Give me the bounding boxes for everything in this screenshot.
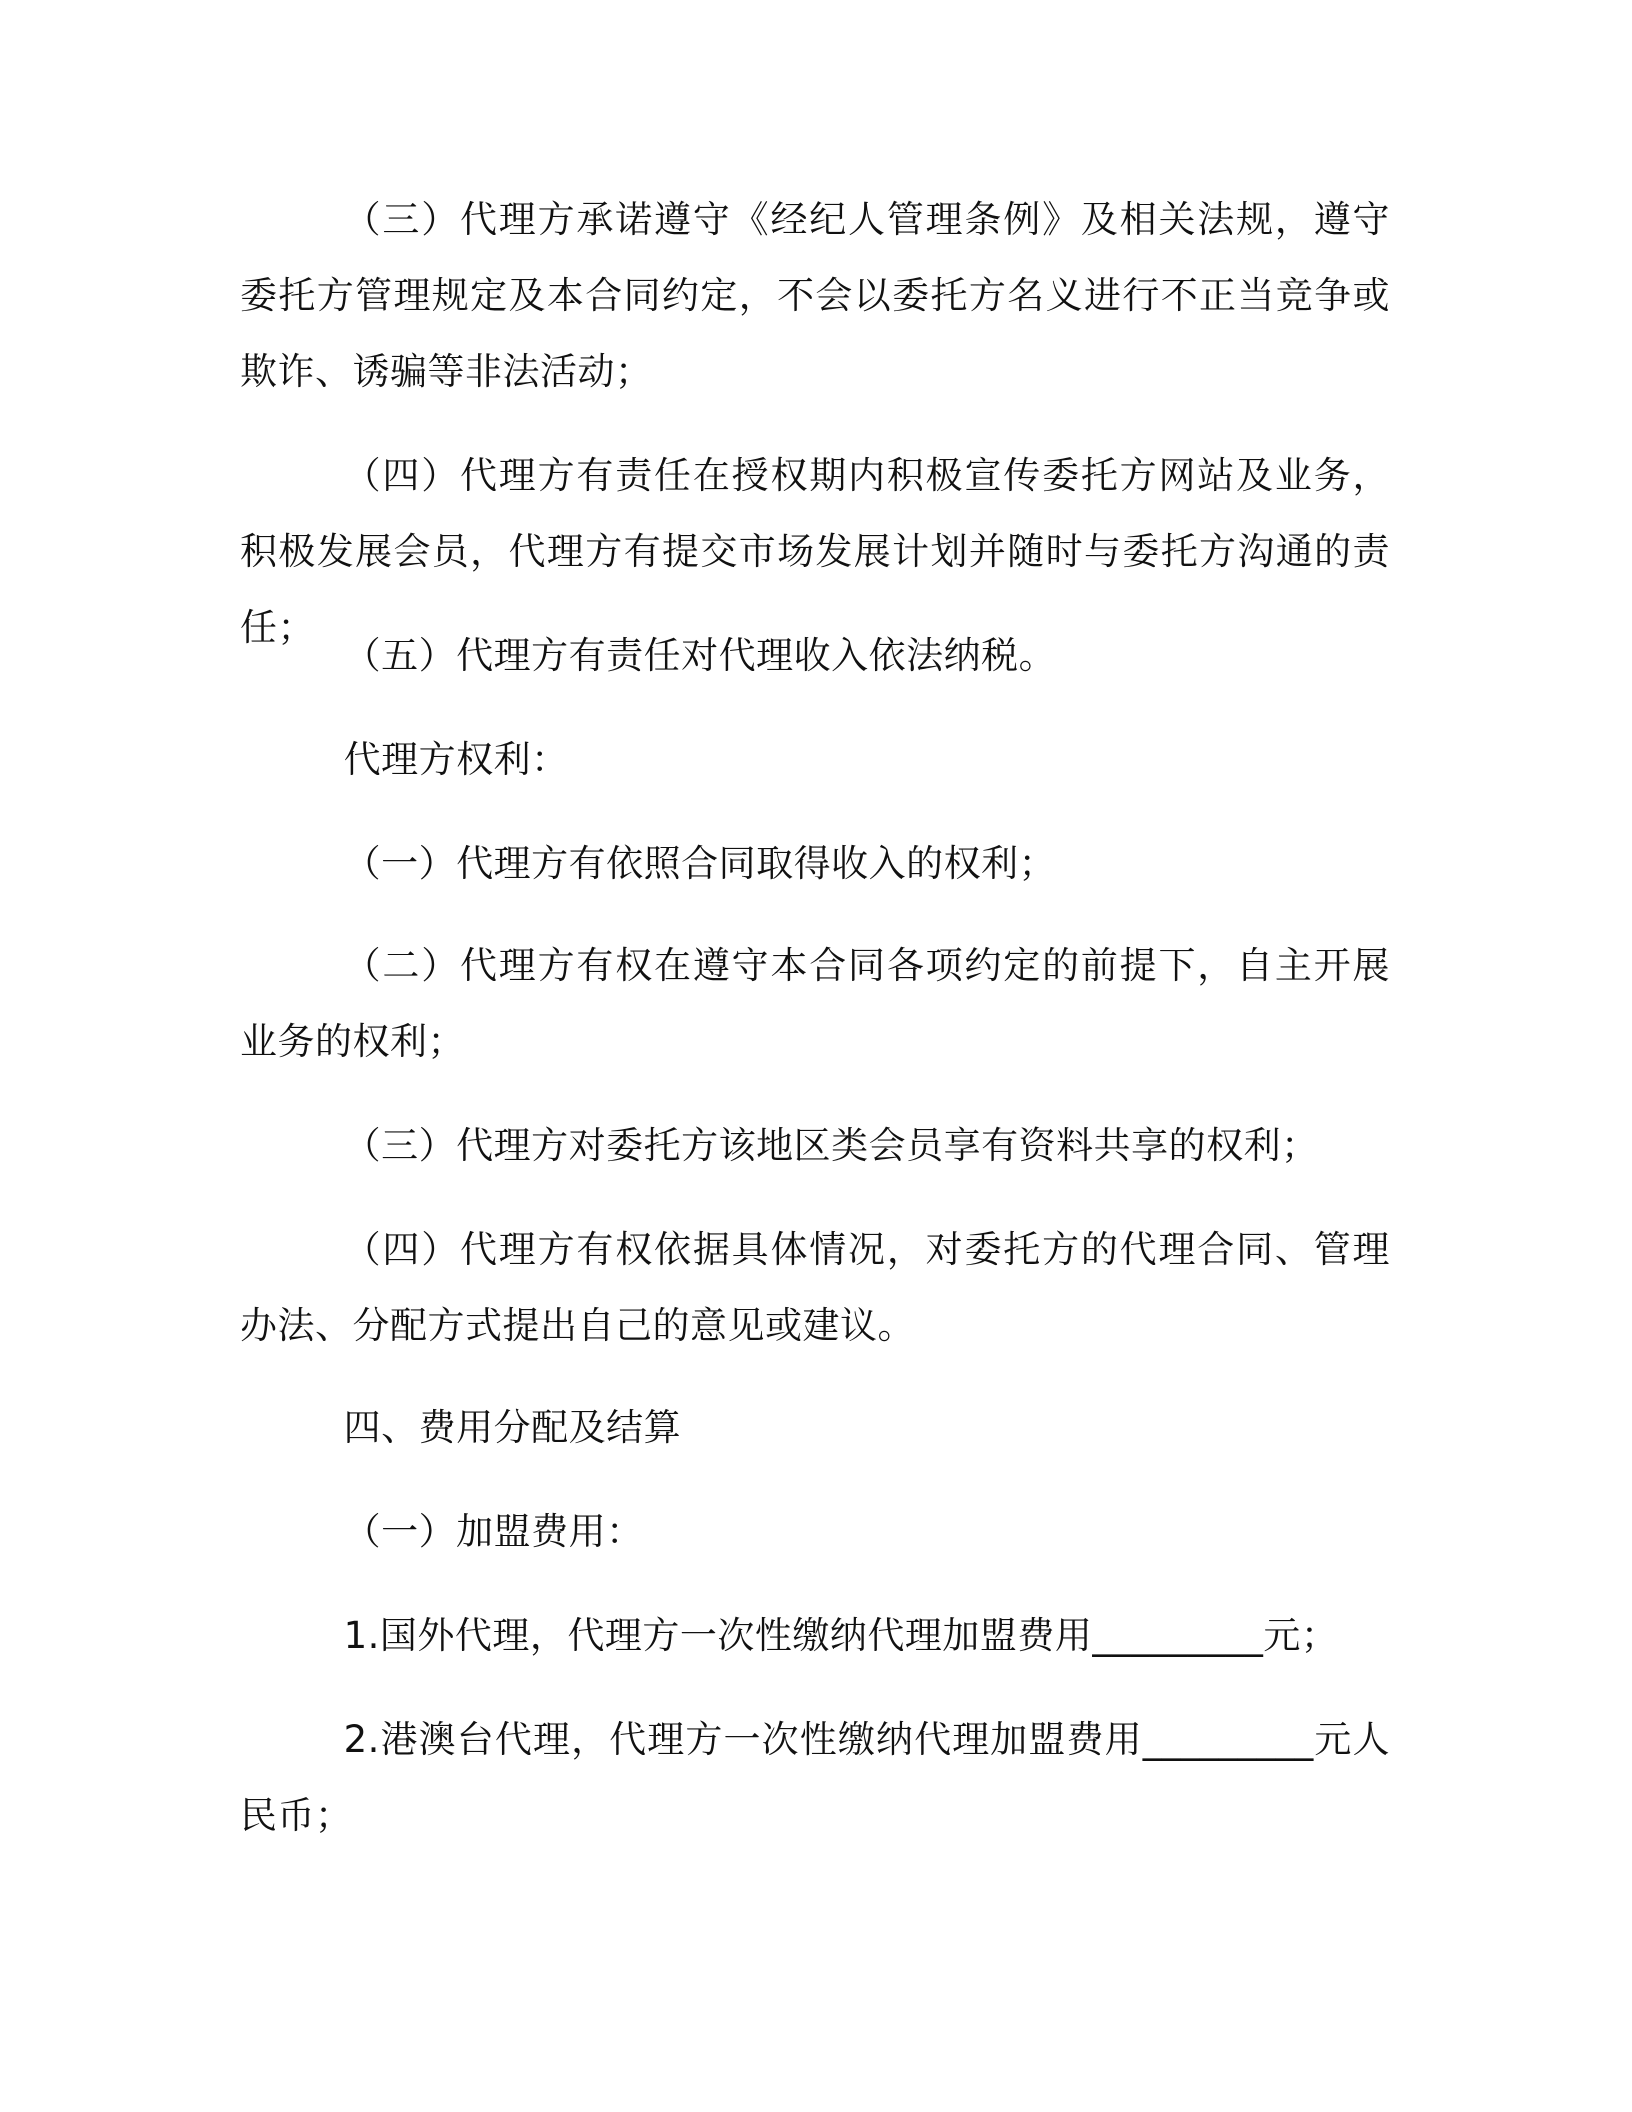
paragraph-agent-right-4: （四）代理方有权依据具体情况，对委托方的代理合同、管理办法、分配方式提出自己的意见或建议。 bbox=[240, 1228, 1390, 1347]
section-heading-agent-rights: 代理方权利： bbox=[343, 738, 569, 781]
paragraph-overseas-fee: 1.国外代理，代理方一次性缴纳代理加盟费用_________元； bbox=[343, 1614, 1339, 1657]
paragraph-agent-right-2: （二）代理方有权在遵守本合同各项约定的前提下，自主开展业务的权利； bbox=[240, 944, 1390, 1063]
paragraph-agent-right-3: （三）代理方对委托方该地区类会员享有资料共享的权利； bbox=[343, 1124, 1319, 1167]
paragraph-hk-macau-taiwan-fee: 2.港澳台代理，代理方一次性缴纳代理加盟费用_________元人民币； bbox=[240, 1718, 1390, 1837]
paragraph-agent-obligation-3: （三）代理方承诺遵守《经纪人管理条例》及相关法规，遵守委托方管理规定及本合同约定，不会以委托方名义进行不正当竞争或欺诈、诱骗等非法活动； bbox=[240, 198, 1390, 393]
paragraph-agent-obligation-5: （五）代理方有责任对代理收入依法纳税。 bbox=[343, 634, 1057, 677]
subheading-franchise-fees: （一）加盟费用： bbox=[343, 1510, 644, 1553]
section-heading-fees: 四、费用分配及结算 bbox=[343, 1406, 682, 1449]
paragraph-agent-obligation-4: （四）代理方有责任在授权期内积极宣传委托方网站及业务，积极发展会员，代理方有提交市场发展计划并随时与委托方沟通的责任； bbox=[240, 454, 1390, 649]
paragraph-agent-right-1: （一）代理方有依照合同取得收入的权利； bbox=[343, 842, 1057, 885]
